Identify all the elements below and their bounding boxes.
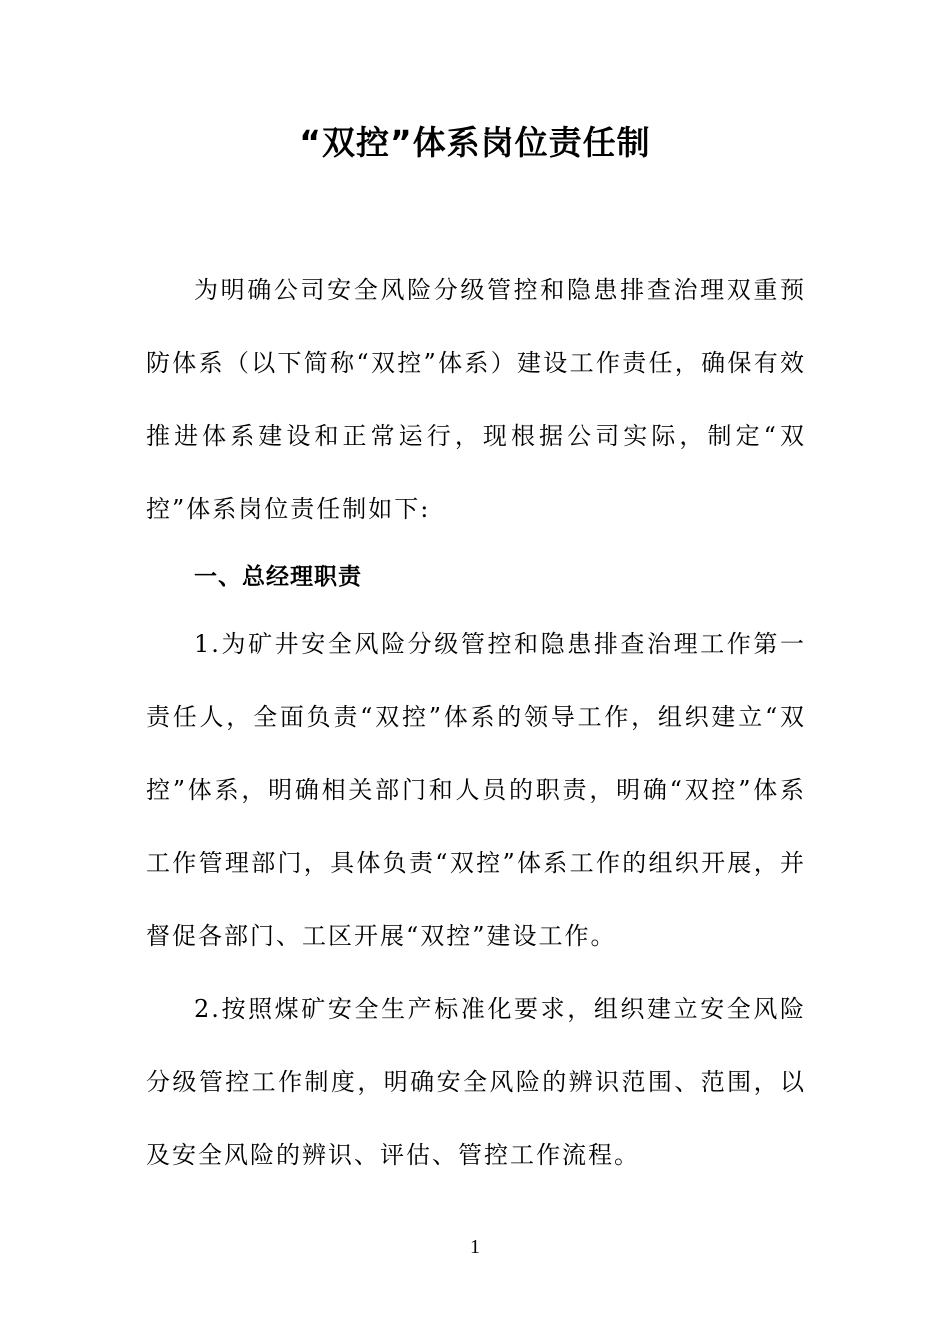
intro-paragraph: 为明确公司安全风险分级管控和隐患排查治理双重预防体系（以下简称“双控”体系）建设工作责任，确保有效推进体系建设和正常运行，现根据公司实际，制定“双控”体系岗位责任制如下: [146, 276, 806, 523]
section-heading-general-manager: 一、总经理职责 [194, 564, 362, 590]
document-title: “双控”体系岗位责任制 [299, 123, 651, 162]
page-number: 1 [470, 1236, 480, 1258]
document-body [146, 254, 806, 1192]
duty-item-1: 1.为矿井安全风险分级管控和隐患排查治理工作第一责任人，全面负责“双控”体系的领导工作，组织建立“双控”体系，明确相关部门和人员的职责，明确“双控”体系工作管理部门，具体负责“双控”体系工作的组织开展，并督促各部门、工区开展“双控”建设工作。 [146, 630, 806, 950]
duty-item-2: 2.按照煤矿安全生产标准化要求，组织建立安全风险分级管控工作制度，明确安全风险的辨识范围、范围，以及安全风险的辨识、评估、管控工作流程。 [146, 995, 806, 1169]
